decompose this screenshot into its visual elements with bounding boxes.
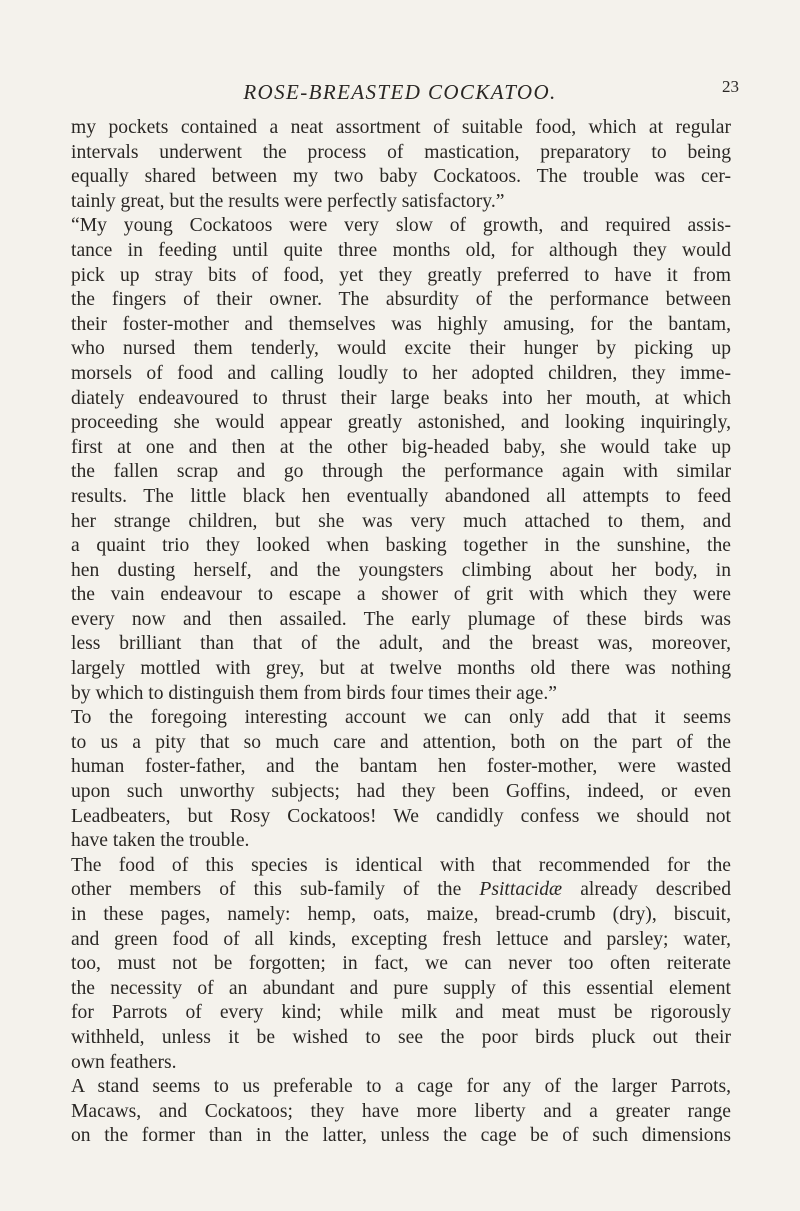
text-line — [71, 878, 731, 903]
text-line: to us a pity that so much care and attention, both on the part of the — [71, 731, 731, 753]
text-line: the necessity of an abundant and pure supply of this essential element — [71, 977, 731, 999]
text-line: equally shared between my two baby Cockatoos. The trouble was cer- — [71, 166, 731, 188]
text-line: on the former than in the latter, unless the cage be of such dimensions — [71, 1125, 731, 1147]
text-line: A stand seems to us preferable to a cage for any of the larger Parrots, — [71, 1076, 731, 1098]
text-line: a quaint trio they looked when basking together in the sunshine, the — [71, 535, 731, 557]
text-line: and green food of all kinds, excepting fresh lettuce and parsley; water, — [71, 928, 731, 950]
text-line: their foster-mother and themselves was highly amusing, for the bantam, — [71, 313, 731, 335]
text-line: my pockets contained a neat assortment of suitable food, which at regular — [71, 117, 731, 138]
text-line: tainly great, but the results were perfectly satisfactory.” — [71, 190, 505, 212]
text-line: the fingers of their owner. The absurdity of the performance between — [71, 289, 731, 311]
text-line: To the foregoing interesting account we can only add that it seems — [71, 707, 731, 729]
text-run: already described — [562, 879, 731, 901]
text-line: too, must not be forgotten; in fact, we can never too often reiterate — [71, 953, 731, 975]
text-line: for Parrots of every kind; while milk and meat must be rigorously — [71, 1002, 731, 1024]
text-line: diately endeavoured to thrust their large beaks into her mouth, at which — [71, 387, 731, 409]
text-run: other members of this sub-family of the — [71, 879, 480, 901]
text-line: by which to distinguish them from birds four times their age.” — [71, 682, 557, 704]
text-line: The food of this species is identical with that recommended for the — [71, 854, 731, 876]
page-number: 23 — [722, 77, 739, 96]
text-line: first at one and then at the other big-headed baby, she would take up — [71, 436, 731, 458]
text-line: withheld, unless it be wished to see the poor birds pluck out their — [71, 1026, 731, 1048]
text-line: her strange children, but she was very much attached to them, and — [71, 510, 731, 532]
body-text — [71, 116, 731, 1149]
text-line: upon such unworthy subjects; had they been Goffins, indeed, or even — [71, 781, 731, 803]
text-line: morsels of food and calling loudly to her adopted children, they imme- — [71, 362, 731, 384]
text-line: proceeding she would appear greatly astonished, and looking inquiringly, — [71, 412, 731, 434]
text-line: own feathers. — [71, 1051, 177, 1073]
text-line: the fallen scrap and go through the performance again with similar — [71, 461, 731, 483]
text-line: every now and then assailed. The early plumage of these birds was — [71, 608, 731, 630]
text-line: Leadbeaters, but Rosy Cockatoos! We candidly confess we should not — [71, 805, 731, 827]
text-line: have taken the trouble. — [71, 830, 250, 852]
text-line: intervals underwent the process of mastication, preparatory to being — [71, 141, 731, 163]
text-line: hen dusting herself, and the youngsters climbing about her body, in — [71, 559, 731, 581]
text-line: tance in feeding until quite three months old, for although they would — [71, 239, 731, 261]
text-line: human foster-father, and the bantam hen foster-mother, were wasted — [71, 756, 731, 778]
text-line: pick up stray bits of food, yet they greatly preferred to have it from — [71, 264, 731, 286]
text-line: who nursed them tenderly, would excite their hunger by picking up — [71, 338, 731, 360]
text-line: the vain endeavour to escape a shower of grit with which they were — [71, 584, 731, 606]
text-line: largely mottled with grey, but at twelve months old there was nothing — [71, 658, 731, 680]
text-line: Macaws, and Cockatoos; they have more liberty and a greater range — [71, 1100, 731, 1122]
text-line: in these pages, namely: hemp, oats, maize, bread-crumb (dry), biscuit, — [71, 904, 731, 925]
running-title: ROSE-BREASTED COCKATOO. — [243, 80, 557, 104]
text-line: results. The little black hen eventually abandoned all attempts to feed — [71, 485, 731, 507]
text-line: less brilliant than that of the adult, and the breast was, moreover, — [71, 633, 731, 655]
italic-term: Psittacidæ — [479, 879, 563, 901]
text-line: “My young Cockatoos were very slow of growth, and required assis- — [71, 215, 731, 237]
